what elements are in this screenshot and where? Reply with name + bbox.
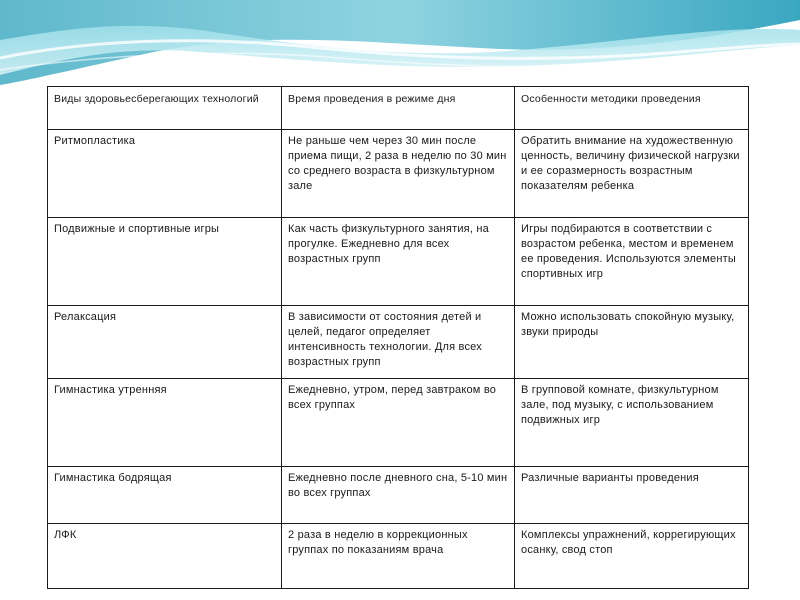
decorative-wave-banner xyxy=(0,0,800,100)
cell-time: Как часть физкультурного занятия, на прогулке. Ежедневно для всех возрастных групп xyxy=(282,218,515,306)
cell-features: Различные варианты проведения xyxy=(515,467,749,524)
header-method-features: Особенности методики проведения xyxy=(515,87,749,130)
cell-features: Игры подбираются в соответствии с возрастом ребенка, местом и временем ее проведения. Используются элементы спортивных игр xyxy=(515,218,749,306)
table-row xyxy=(48,524,749,589)
table-row xyxy=(48,130,749,218)
cell-technology: Ритмопластика xyxy=(48,130,282,218)
table-row xyxy=(48,218,749,306)
cell-time: Ежедневно после дневного сна, 5-10 мин во всех группах xyxy=(282,467,515,524)
cell-features: В групповой комнате, физкультурном зале, под музыку, с использованием подвижных игр xyxy=(515,379,749,467)
cell-technology: Гимнастика бодрящая xyxy=(48,467,282,524)
cell-technology: Релаксация xyxy=(48,306,282,379)
cell-features: Обратить внимание на художественную ценность, величину физической нагрузки и ее соразмерность возрастным показателям ребенка xyxy=(515,130,749,218)
table-row xyxy=(48,467,749,524)
health-technologies-table xyxy=(47,86,749,589)
cell-time: В зависимости от состояния детей и целей, педагог определяет интенсивность технологии. Для всех возрастных групп xyxy=(282,306,515,379)
table-row xyxy=(48,306,749,379)
table-header-row xyxy=(48,87,749,130)
cell-time: Ежедневно, утром, перед завтраком во всех группах xyxy=(282,379,515,467)
header-technology-types: Виды здоровьесберегающих технологий xyxy=(48,87,282,130)
table-row xyxy=(48,379,749,467)
header-time-of-day: Время проведения в режиме дня xyxy=(282,87,515,130)
cell-technology: Подвижные и спортивные игры xyxy=(48,218,282,306)
cell-features: Можно использовать спокойную музыку, звуки природы xyxy=(515,306,749,379)
cell-time: 2 раза в неделю в коррекционных группах по показаниям врача xyxy=(282,524,515,589)
cell-technology: Гимнастика утренняя xyxy=(48,379,282,467)
cell-technology: ЛФК xyxy=(48,524,282,589)
cell-time: Не раньше чем через 30 мин после приема пищи, 2 раза в неделю по 30 мин со среднего возраста в физкультурном зале xyxy=(282,130,515,218)
cell-features: Комплексы упражнений, коррегирующих осанку, свод стоп xyxy=(515,524,749,589)
